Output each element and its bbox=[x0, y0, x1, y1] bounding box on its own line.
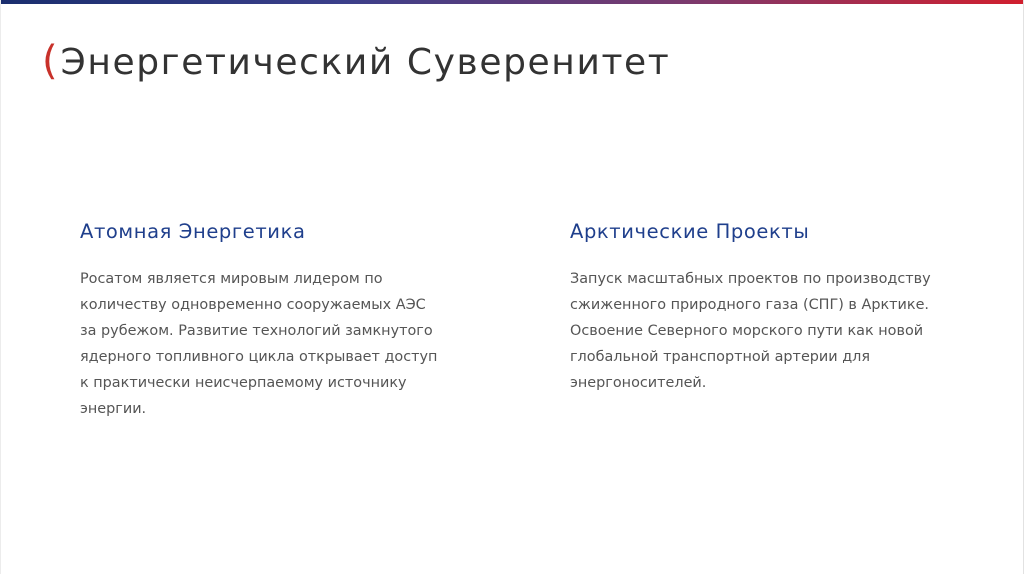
title-bracket: ( bbox=[42, 38, 58, 84]
column-heading: Атомная Энергетика bbox=[80, 220, 306, 243]
body-line: ядерного топливного цикла открывает доступ bbox=[80, 349, 438, 365]
column-heading: Арктические Проекты bbox=[570, 220, 810, 243]
body-line: Запуск масштабных проектов по производству bbox=[570, 271, 931, 287]
body-line: к практически неисчерпаемому источнику bbox=[80, 375, 407, 391]
top-gradient-bar bbox=[0, 0, 1024, 4]
body-line: за рубежом. Развитие технологий замкнутого bbox=[80, 323, 433, 339]
title-row bbox=[42, 38, 670, 88]
body-line: энергоносителей. bbox=[570, 375, 707, 391]
column-body bbox=[80, 266, 480, 422]
body-line: энергии. bbox=[80, 401, 147, 417]
body-line: глобальной транспортной артерии для bbox=[570, 349, 871, 365]
body-line: Росатом является мировым лидером по bbox=[80, 271, 383, 287]
slide-frame-left bbox=[0, 0, 1, 574]
body-line: Освоение Северного морского пути как новой bbox=[570, 323, 924, 339]
body-line: сжиженного природного газа (СПГ) в Арктике. bbox=[570, 297, 929, 313]
body-line: количеству одновременно сооружаемых АЭС bbox=[80, 297, 426, 313]
column-arctic-projects bbox=[570, 218, 990, 396]
slide-title: Энергетический Суверенитет bbox=[60, 42, 671, 83]
column-nuclear-energy bbox=[80, 218, 480, 422]
column-body bbox=[570, 266, 990, 396]
